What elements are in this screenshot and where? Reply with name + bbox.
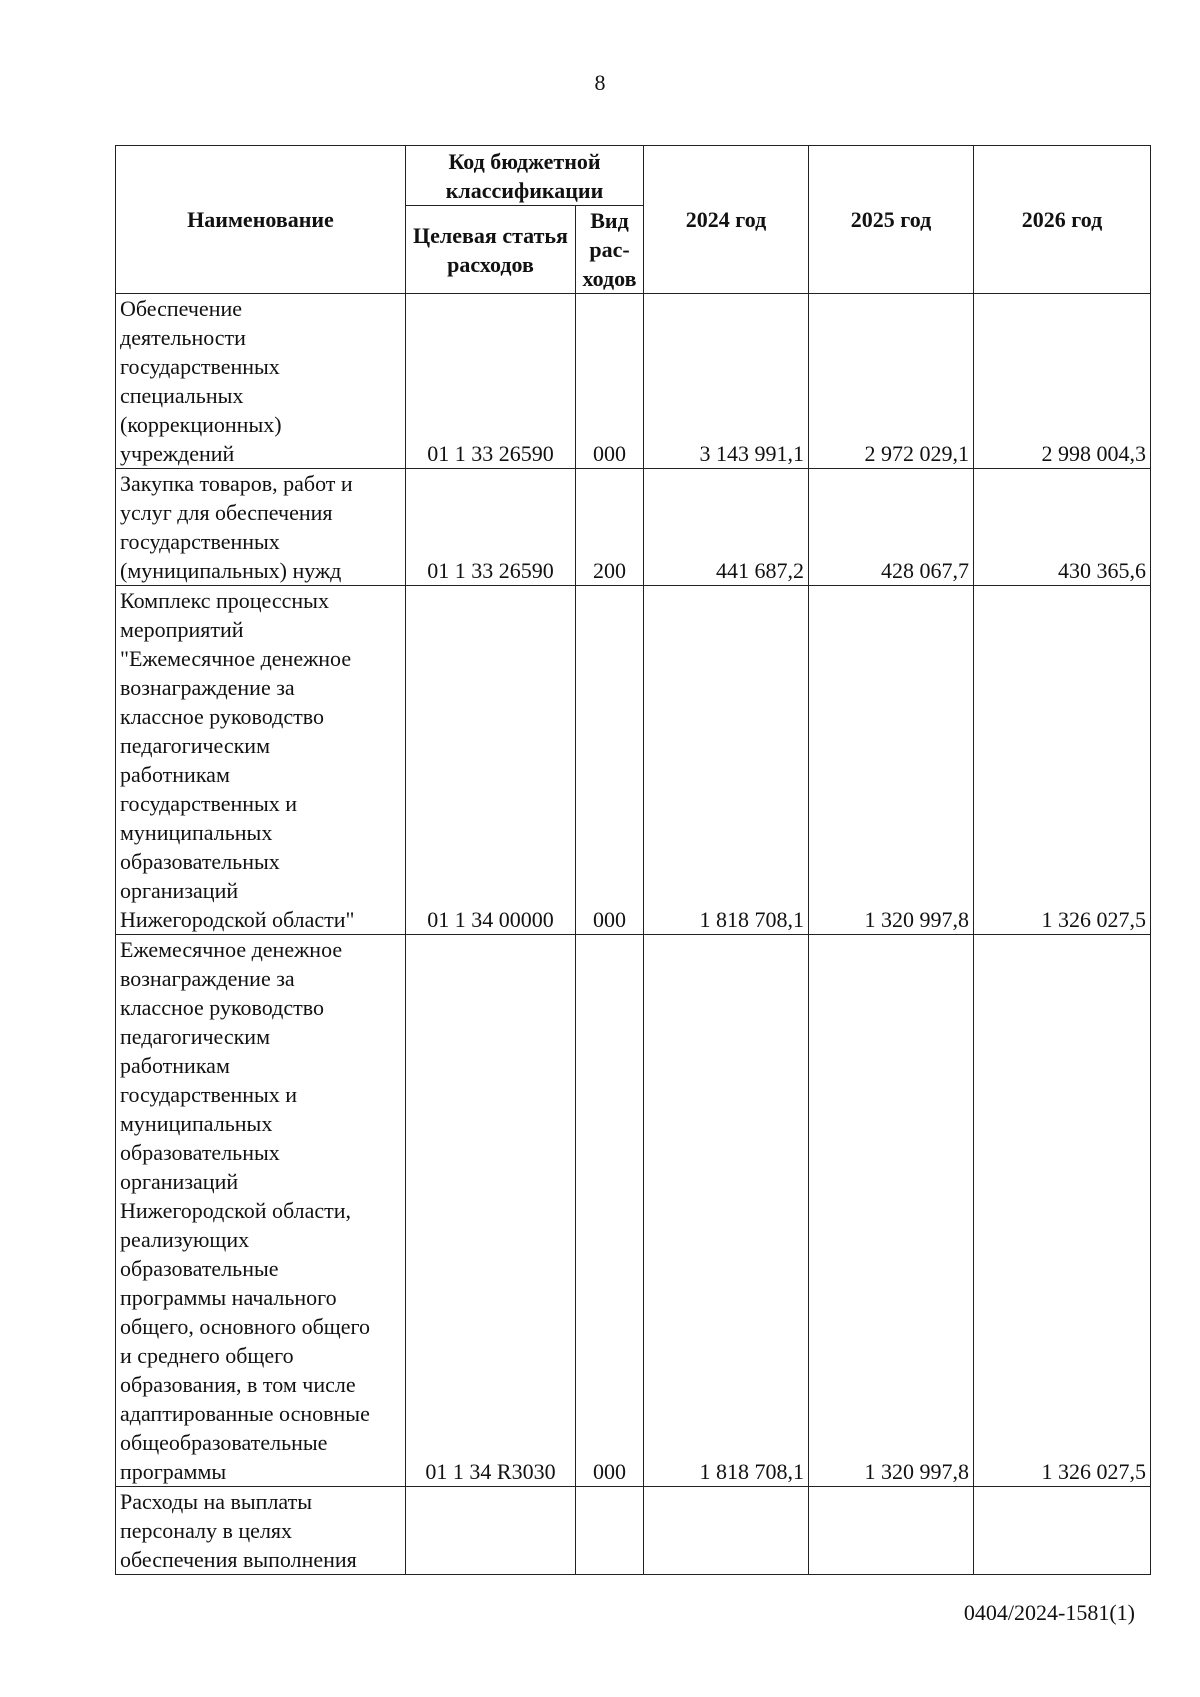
row-name-line: Расходы на выплаты <box>120 1489 313 1514</box>
row-value-2025: 428 067,7 <box>809 469 974 586</box>
row-name-line: муниципальных <box>120 1111 273 1136</box>
header-name: Наименование <box>116 146 406 294</box>
row-name-line: Нижегородской области" <box>120 907 355 932</box>
row-value-2026: 430 365,6 <box>974 469 1151 586</box>
row-expense-type: 200 <box>576 469 644 586</box>
row-name-line: адаптированные основные <box>120 1401 370 1426</box>
header-expense-type: Вид рас-ходов <box>576 206 644 294</box>
row-name-line: учреждений <box>120 441 235 466</box>
row-name-line: обеспечения выполнения <box>120 1547 357 1572</box>
row-name-line: вознаграждение за <box>120 966 295 991</box>
budget-table <box>115 145 1151 1575</box>
row-name <box>116 1487 406 1575</box>
row-name-line: классное руководство <box>120 704 324 729</box>
row-name <box>116 469 406 586</box>
row-name-line: (муниципальных) нужд <box>120 558 342 583</box>
row-name-line: услуг для обеспечения <box>120 500 333 525</box>
row-name <box>116 935 406 1487</box>
row-name-line: специальных <box>120 383 244 408</box>
row-expense-type: 000 <box>576 935 644 1487</box>
row-name-line: государственных <box>120 354 280 379</box>
row-value-2025 <box>809 1487 974 1575</box>
row-name <box>116 586 406 935</box>
row-name-line: "Ежемесячное денежное <box>120 646 352 671</box>
row-value-2026 <box>974 1487 1151 1575</box>
row-expense-type: 000 <box>576 586 644 935</box>
row-value-2026: 2 998 004,3 <box>974 294 1151 469</box>
row-name-line: персоналу в целях <box>120 1518 293 1543</box>
row-name-line: образования, в том числе <box>120 1372 356 1397</box>
row-budget-code <box>406 1487 576 1575</box>
row-name-line: общего, основного общего <box>120 1314 370 1339</box>
row-name-line: Комплекс процессных <box>120 588 329 613</box>
row-name-line: Обеспечение <box>120 296 242 321</box>
row-expense-type <box>576 1487 644 1575</box>
row-name-line: вознаграждение за <box>120 675 295 700</box>
row-name-line: общеобразовательные <box>120 1430 328 1455</box>
row-budget-code: 01 1 34 00000 <box>406 586 576 935</box>
table-body <box>116 294 1151 1575</box>
row-value-2026: 1 326 027,5 <box>974 935 1151 1487</box>
header-year-2025: 2025 год <box>809 146 974 294</box>
table-row <box>116 586 1151 935</box>
row-value-2025: 2 972 029,1 <box>809 294 974 469</box>
row-value-2024 <box>644 1487 809 1575</box>
row-name-line: деятельности <box>120 325 246 350</box>
row-name-line: реализующих <box>120 1227 250 1252</box>
document-number: 0404/2024-1581(1) <box>963 1600 1135 1625</box>
row-name-line: муниципальных <box>120 820 273 845</box>
row-name-line: организаций <box>120 1169 239 1194</box>
row-name-line: образовательных <box>120 1140 280 1165</box>
table-row <box>116 1487 1151 1575</box>
row-name-line: программы начального <box>120 1285 337 1310</box>
row-name-line: образовательные <box>120 1256 279 1281</box>
row-name-line: педагогическим <box>120 1024 271 1049</box>
row-name-line: образовательных <box>120 849 280 874</box>
row-value-2024: 3 143 991,1 <box>644 294 809 469</box>
row-value-2024: 441 687,2 <box>644 469 809 586</box>
header-year-2024: 2024 год <box>644 146 809 294</box>
row-value-2024: 1 818 708,1 <box>644 586 809 935</box>
table-row <box>116 294 1151 469</box>
row-name-line: программы <box>120 1459 227 1484</box>
row-name-line: организаций <box>120 878 239 903</box>
page-number: 8 <box>594 70 606 95</box>
table-row <box>116 935 1151 1487</box>
table-row <box>116 469 1151 586</box>
header-budget-code: Код бюджетной классификации <box>406 146 644 206</box>
row-name-line: государственных и <box>120 791 298 816</box>
row-name-line: педагогическим <box>120 733 271 758</box>
row-name-line: работникам <box>120 762 230 787</box>
row-value-2024: 1 818 708,1 <box>644 935 809 1487</box>
row-name-line: Ежемесячное денежное <box>120 937 343 962</box>
row-budget-code: 01 1 33 26590 <box>406 294 576 469</box>
row-name-line: классное руководство <box>120 995 324 1020</box>
row-budget-code: 01 1 33 26590 <box>406 469 576 586</box>
row-name-line: Нижегородской области, <box>120 1198 352 1223</box>
row-name-line: мероприятий <box>120 617 244 642</box>
row-name-line: государственных <box>120 529 280 554</box>
row-name <box>116 294 406 469</box>
header-target-article: Целевая статья расходов <box>406 206 576 294</box>
row-name-line: государственных и <box>120 1082 298 1107</box>
row-name-line: Закупка товаров, работ и <box>120 471 353 496</box>
row-value-2025: 1 320 997,8 <box>809 586 974 935</box>
row-name-line: и среднего общего <box>120 1343 294 1368</box>
row-budget-code: 01 1 34 R3030 <box>406 935 576 1487</box>
row-name-line: работникам <box>120 1053 230 1078</box>
row-name-line: (коррекционных) <box>120 412 282 437</box>
row-value-2026: 1 326 027,5 <box>974 586 1151 935</box>
row-expense-type: 000 <box>576 294 644 469</box>
row-value-2025: 1 320 997,8 <box>809 935 974 1487</box>
header-year-2026: 2026 год <box>974 146 1151 294</box>
